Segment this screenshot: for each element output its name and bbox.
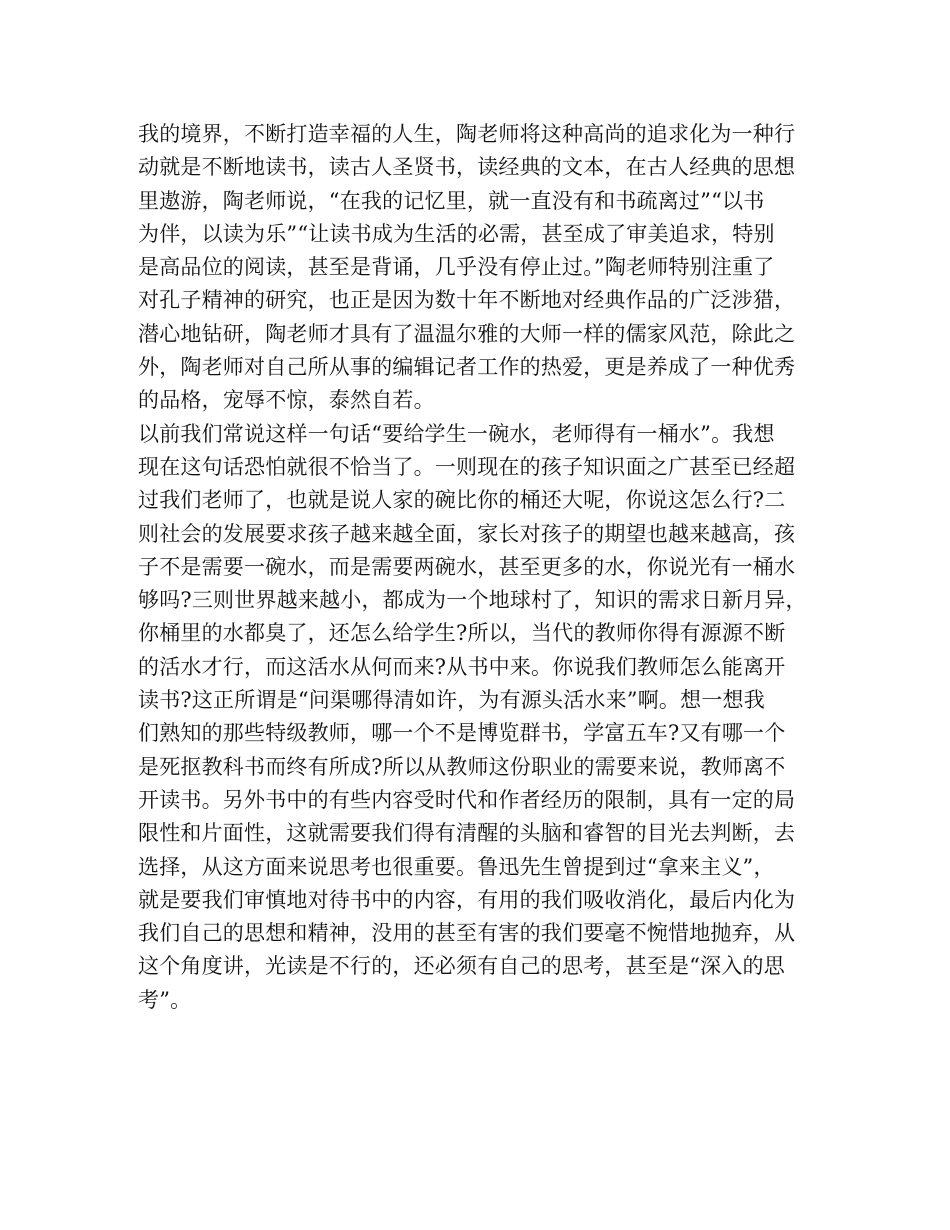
text-line: 现在这句话恐怕就很不恰当了。一则现在的孩子知识面之广甚至已经超 [138,454,796,479]
text-line: 考”。 [138,987,192,1012]
text-line: 就是要我们审慎地对待书中的内容，有用的我们吸收消化，最后内化为 [138,887,796,912]
text-line: 的活水才行，而这活水从何而来?从书中来。你说我们教师怎么能离开 [138,654,786,679]
text-line: 里遨游，陶老师说，“在我的记忆里，就一直没有和书疏离过”“以书 [138,188,765,213]
text-line: 限性和片面性，这就需要我们得有清醒的头脑和睿智的目光去判断，去 [138,821,796,846]
text-line: 我们自己的思想和精神，没用的甚至有害的我们要毫不惋惜地抛弃，从 [138,921,796,946]
text-line: 的品格，宠辱不惊，泰然自若。 [138,388,435,413]
text-line: 够吗?三则世界越来越小，都成为一个地球村了，知识的需求日新月异， [138,588,807,613]
text-line: 我的境界，不断打造幸福的人生，陶老师将这种高尚的追求化为一种行 [138,122,796,146]
text-line: 是高品位的阅读，甚至是背诵，几乎没有停止过。”陶老师特别注重了 [138,255,775,280]
text-line: 这个角度讲，光读是不行的，还必须有自己的思考，甚至是“深入的思 [138,954,785,979]
paragraph-teacher-tao [138,118,814,418]
text-line: 以前我们常说这样一句话“要给学生一碗水，老师得有一桶水”。我想 [138,421,775,446]
text-line: 潜心地钻研，陶老师才具有了温温尔雅的大师一样的儒家风范，除此之 [138,321,796,346]
text-line: 你桶里的水都臭了，还怎么给学生?所以，当代的教师你得有源源不断 [138,621,786,646]
text-line: 外，陶老师对自己所从事的编辑记者工作的热爱，更是养成了一种优秀 [138,355,796,380]
text-line: 动就是不断地读书，读古人圣贤书，读经典的文本，在古人经典的思想 [138,155,796,180]
text-line: 选择，从这方面来说思考也很重要。鲁迅先生曾提到过“拿来主义”， [138,854,775,879]
text-line: 为伴，以读为乐”“让读书成为生活的必需，甚至成了审美追求，特别 [138,221,775,246]
text-line: 是死抠教科书而终有所成?所以从教师这份职业的需要来说，教师离不 [138,754,786,779]
text-line: 则社会的发展要求孩子越来越全面，家长对孩子的期望也越来越高，孩 [138,521,796,546]
document-page [138,118,814,1017]
text-line: 过我们老师了，也就是说人家的碗比你的桶还大呢，你说这怎么行?二 [138,488,786,513]
text-line: 子不是需要一碗水，而是需要两碗水，甚至更多的水，你说光有一桶水 [138,554,796,579]
text-line: 开读书。另外书中的有些内容受时代和作者经历的限制，具有一定的局 [138,787,796,812]
text-line: 们熟知的那些特级教师，哪一个不是博览群书，学富五车?又有哪一个 [138,721,786,746]
text-line: 对孔子精神的研究，也正是因为数十年不断地对经典作品的广泛涉猎， [138,288,796,313]
text-line: 读书?这正所谓是“问渠哪得清如许，为有源头活水来”啊。想一想我 [138,688,765,713]
paragraph-bowl-and-bucket [138,418,814,1017]
